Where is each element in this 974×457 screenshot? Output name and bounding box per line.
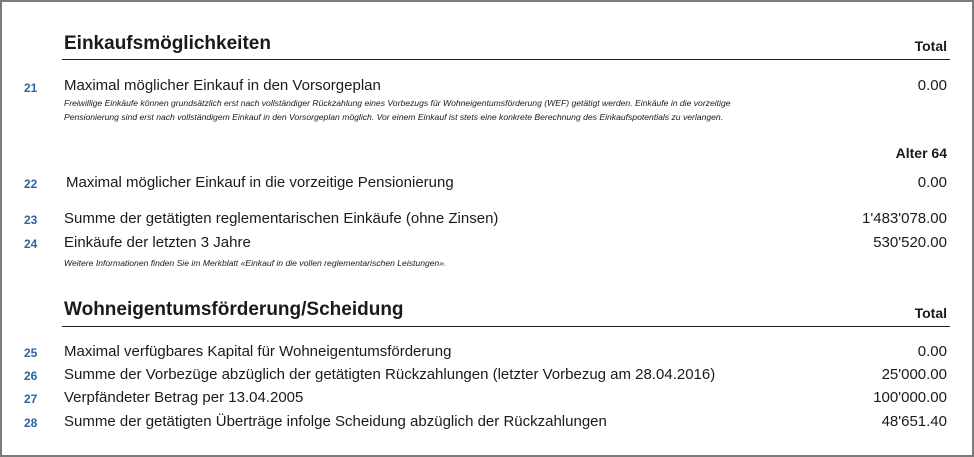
section-title-wef: Wohneigentumsförderung/Scheidung	[64, 299, 404, 320]
row-label: Summe der getätigten Überträge infolge Scheidung abzüglich der Rückzahlungen	[64, 413, 607, 430]
row-value: 0.00	[917, 77, 947, 94]
row-label: Verpfändeter Betrag per 13.04.2005	[64, 389, 304, 406]
note-wef-line-2: Pensionierung sind erst nach vollständigem Einkauf in den Vorsorgeplan möglich. Vor einem Einkauf ist stets eine konkrete Berechnung des Einkaufspotentials zu verlangen.	[64, 112, 724, 122]
section-rule-wef	[62, 326, 950, 327]
row-value: 25'000.00	[881, 366, 947, 383]
row-label: Maximal verfügbares Kapital für Wohneigentumsförderung	[64, 343, 452, 360]
row-number: 22	[24, 177, 38, 191]
note-merkblatt: Weitere Informationen finden Sie im Merkblatt «Einkauf in die vollen reglementarischen Leistungen».	[64, 258, 447, 268]
row-label: Maximal möglicher Einkauf in die vorzeitige Pensionierung	[66, 174, 454, 191]
section-total-header-einkauf: Total	[914, 38, 947, 54]
section-title-einkauf: Einkaufsmöglichkeiten	[64, 33, 271, 54]
row-value: 0.00	[917, 174, 947, 191]
row-value: 1'483'078.00	[862, 210, 947, 227]
note-wef-line-1: Freiwillige Einkäufe können grundsätzlich erst nach vollständiger Rückzahlung eines Vorbezugs für Wohneigentumsförderung (WEF) getätigt werden. Einkäufe in die vorzeitige	[64, 98, 731, 108]
section-total-header-wef: Total	[914, 305, 947, 321]
row-number: 21	[24, 81, 38, 95]
row-number: 24	[24, 237, 38, 251]
row-value: 0.00	[917, 343, 947, 360]
row-value: 530'520.00	[873, 234, 947, 251]
row-value: 100'000.00	[873, 389, 947, 406]
row-number: 27	[24, 392, 38, 406]
row-number: 25	[24, 346, 38, 360]
age-column-header: Alter 64	[895, 145, 947, 161]
row-label: Maximal möglicher Einkauf in den Vorsorgeplan	[64, 77, 381, 94]
section-rule-einkauf	[62, 59, 950, 60]
row-number: 28	[24, 416, 38, 430]
row-label: Summe der getätigten reglementarischen Einkäufe (ohne Zinsen)	[64, 210, 499, 227]
row-label: Summe der Vorbezüge abzüglich der getätigten Rückzahlungen (letzter Vorbezug am 28.04.2016)	[64, 366, 716, 383]
row-number: 23	[24, 213, 38, 227]
row-value: 48'651.40	[881, 413, 947, 430]
row-label: Einkäufe der letzten 3 Jahre	[64, 234, 251, 251]
row-number: 26	[24, 369, 38, 383]
